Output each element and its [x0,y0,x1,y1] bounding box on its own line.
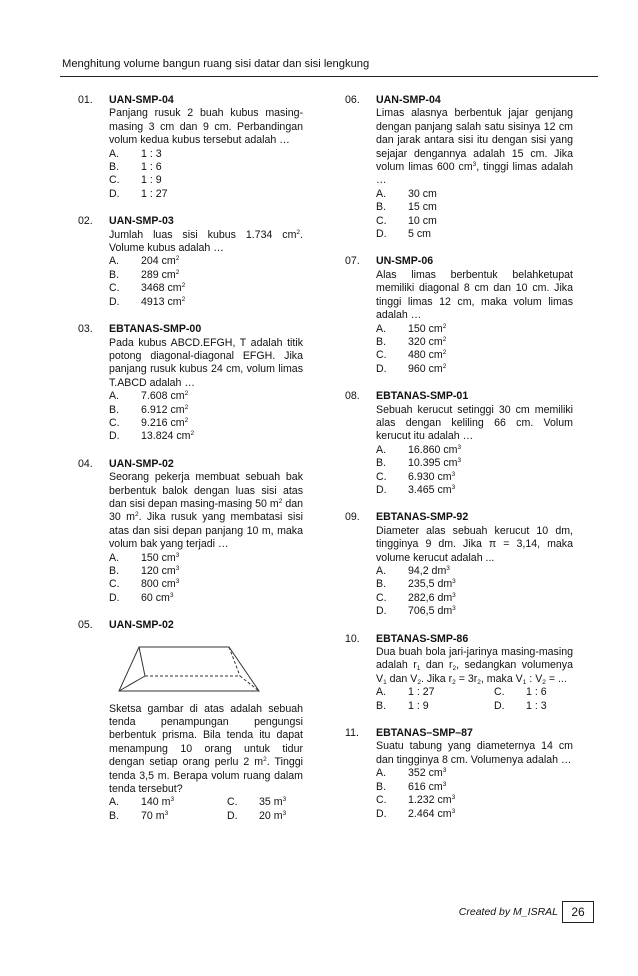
option-a[interactable]: A. 30 cm [376,187,437,200]
question-source: EBTANAS-SMP-01 [376,390,469,403]
option-d[interactable]: D. 1 : 27 [109,187,168,200]
question-stem: Jumlah luas sisi kubus 1.734 $cm^2$. Volume kubus adalah … [109,228,303,255]
question-stem: Seorang pekerja membuat sebuah bak berbentuk balok dengan luas sisi atas dan sisi depan masing-masing 50 $m^2$ dan 30 $m^2$. Jika rusuk yang membatasi sisi atas dan sisi depan panjang 10 m, maka volum bak yang terjadi … [109,471,303,551]
question-01 [78,94,303,201]
question-number: 03. [78,323,93,336]
question-stem: Limas alasnya berbentuk jajar genjang dengan panjang salah satu sisinya 12 cm dan jarak antara sisi itu dengan sisi yang sejajar dengannya adalah 15 cm. Jika volum limas 600 $cm^3$, tinggi limas adalah … [376,107,573,187]
option-a[interactable]: A. 352 $cm^3$ [376,767,447,780]
question-08 [345,390,573,497]
question-stem: Alas limas berbentuk belahketupat memiliki diagonal 8 cm dan 10 cm. Jika tinggi limas 12 cm, maka volum limas adalah … [376,268,573,322]
option-d-value[interactable]: 20 $m^3$ [259,809,287,822]
option-d-letter[interactable]: D. [494,699,505,712]
option-a[interactable]: A. 150 $cm^3$ [109,551,180,564]
option-c[interactable]: C. 480 $cm^2$ [376,349,447,362]
left-column [78,94,303,823]
option-b-letter[interactable]: B. [109,809,120,822]
question-stem: Dua buah bola jari-jarinya masing-masing adalah $r_1$ dan $r_2$, sedangkan volumenya $V_1$ dan $V_2$. Jika $r_2 = 3r_2$, maka $V_1$ : $V_2$ = ... [376,646,573,686]
option-d[interactable]: D. 2.464 $cm^3$ [376,807,456,820]
question-stem: Diameter alas sebuah kerucut 10 dm, tingginya 9 dm. Jika π = 3,14, maka volume kerucut adalah ... [376,524,573,564]
question-05 [78,619,303,823]
option-b-letter[interactable]: B. [376,699,387,712]
option-b[interactable]: B. 6.912 $cm^2$ [109,403,189,416]
question-03 [78,323,303,444]
option-c-letter[interactable]: C. [494,686,505,699]
option-d[interactable]: D. 60 $cm^3$ [109,591,174,604]
option-b[interactable]: B. 10.395 $cm^3$ [376,457,462,470]
question-number: 09. [345,511,360,524]
right-column [345,94,573,821]
option-a-letter[interactable]: A. [109,796,120,809]
option-b[interactable]: B. 289 $cm^2$ [109,268,180,281]
question-source: EBTANAS–SMP–87 [376,727,473,740]
option-c-value[interactable]: 35 $m^3$ [259,796,287,809]
option-d[interactable]: D. 13.824 $cm^2$ [109,430,195,443]
question-stem: Suatu tabung yang diameternya 14 cm dan tingginya 8 cm. Volumenya adalah … [376,740,573,766]
option-d-letter[interactable]: D. [227,809,238,822]
question-number: 04. [78,457,93,470]
option-d[interactable]: D. 5 cm [376,228,431,241]
question-number: 11. [345,727,359,740]
options-row-2 [109,810,303,823]
option-b[interactable]: B. 1 : 6 [109,161,162,174]
option-a[interactable]: A. 7.608 $cm^2$ [109,390,189,403]
page-header-title: Menghitung volume bangun ruang sisi datar dan sisi lengkung [62,58,370,70]
question-number: 08. [345,390,360,403]
question-stem: Sebuah kerucut setinggi 30 cm memiliki alas dengan keliling 66 cm. Volum kerucut itu adalah … [376,403,573,443]
option-c[interactable]: C. 10 cm [376,214,437,227]
option-d[interactable]: D. 3.465 $cm^3$ [376,483,456,496]
option-b-value[interactable]: 70 $m^3$ [141,809,169,822]
option-d[interactable]: D. 960 $cm^2$ [376,362,447,375]
question-source: UAN-SMP-02 [109,619,174,632]
option-a-value[interactable]: 140 $m^3$ [141,796,175,809]
question-number: 07. [345,255,360,268]
question-source: UAN-SMP-04 [109,94,174,106]
option-c[interactable]: C. 800 $cm^3$ [109,578,180,591]
options-row-2 [376,700,573,713]
question-stem: Sketsa gambar di atas adalah sebuah tenda penampungan pengungsi berbentuk prisma. Bila tenda itu dapat menampung 10 orang untuk tidur dengan setiap orang perlu 2 $m^2$. Tinggi tenda 3,5 m. Berapa volum ruang dalam tenda tersebut? [109,702,303,796]
question-source: UAN-SMP-02 [109,457,174,470]
question-04 [78,458,303,605]
question-10 [345,633,573,713]
option-b-value[interactable]: 1 : 9 [408,699,429,712]
question-number: 01. [78,94,93,106]
question-source: EBTANAS-SMP-86 [376,632,469,645]
options-row-1 [109,796,303,809]
options-row-1 [376,686,573,699]
option-c[interactable]: C. 9.216 $cm^2$ [109,416,189,429]
question-06 [345,94,573,241]
option-c[interactable]: C. 1.232 $cm^3$ [376,794,456,807]
option-b[interactable]: B. 235,5 $dm^3$ [376,578,456,591]
option-a[interactable]: A. 16.860 $cm^3$ [376,443,462,456]
option-b[interactable]: B. 120 $cm^3$ [109,565,180,577]
question-stem: Pada kubus ABCD.EFGH, T adalah titik potong diagonal-diagonal EFGH. Jika panjang rusuk kubus 24 cm, volum limas T.ABCD adalah … [109,336,303,389]
option-c-value[interactable]: 1 : 6 [526,686,547,699]
page-number: 26 [562,901,594,923]
question-02 [78,215,303,309]
question-11 [345,727,573,821]
question-09 [345,511,573,618]
option-b[interactable]: B. 320 $cm^2$ [376,335,447,348]
option-b[interactable]: B. 15 cm [376,201,437,214]
question-number: 05. [78,619,93,632]
option-d[interactable]: D. 4913 $cm^2$ [109,295,186,308]
question-number: 02. [78,215,93,228]
footer-credit: Created by M_ISRAL [458,906,558,918]
option-c[interactable]: C. 1 : 9 [109,174,162,187]
tent-prism-sketch [109,639,269,695]
question-number: 06. [345,94,360,106]
option-a-value[interactable]: 1 : 27 [408,686,435,699]
option-a[interactable]: A. 1 : 3 [109,147,162,160]
option-c[interactable]: C. 3468 $cm^2$ [109,282,186,295]
option-d[interactable]: D. 706,5 $dm^3$ [376,605,456,618]
question-stem: Panjang rusuk 2 buah kubus masing-masing 3 cm dan 9 cm. Perbandingan volum kedua kubus tersebut adalah … [109,107,303,147]
option-c[interactable]: C. 282,6 $dm^3$ [376,591,456,604]
question-source: EBTANAS-SMP-92 [376,511,469,524]
option-a[interactable]: A. 94,2 $dm^3$ [376,565,450,577]
question-number: 10. [345,632,360,645]
option-d-value[interactable]: 1 : 3 [526,699,547,712]
option-c-letter[interactable]: C. [227,796,238,809]
option-a[interactable]: A. 150 $cm^2$ [376,322,447,335]
option-a-letter[interactable]: A. [376,686,387,699]
question-07 [345,255,573,376]
question-source: UN-SMP-06 [376,255,434,268]
question-source: UAN-SMP-03 [109,215,174,228]
question-source: UAN-SMP-04 [376,94,441,106]
option-b[interactable]: B. 616 $cm^3$ [376,780,447,793]
header-divider [60,76,598,77]
option-c[interactable]: C. 6.930 $cm^3$ [376,470,456,483]
option-a[interactable]: A. 204 $cm^2$ [109,255,180,268]
question-source: EBTANAS-SMP-00 [109,323,202,336]
